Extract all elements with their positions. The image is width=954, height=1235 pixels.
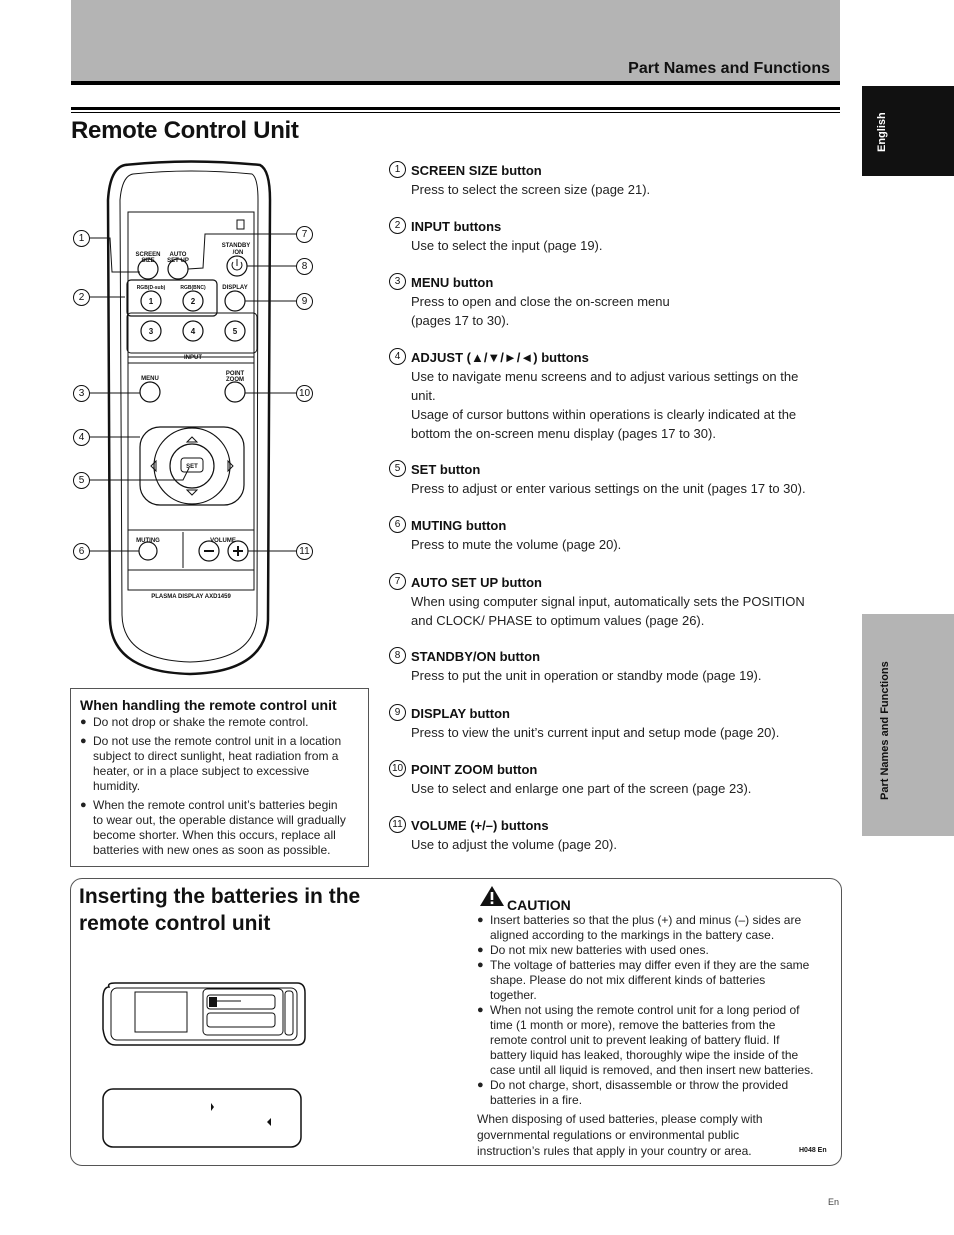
item-desc: Press to select the screen size (page 21). [411, 182, 651, 197]
battery-insertion-illustration [99, 979, 339, 1159]
caution-bullet [477, 1003, 837, 1078]
bullet-line: become shorter. When this occurs, replace all [93, 828, 336, 842]
batteries-title-line: remote control unit [79, 912, 271, 935]
tab-part-names [862, 614, 954, 836]
item-desc: Use to navigate menu screens and to adjust various settings on the [411, 369, 799, 384]
bullet-dot: ● [477, 944, 484, 956]
bullet-line: shape. Please do not mix different kinds of batteries [490, 973, 766, 987]
item-desc: Press to mute the volume (page 20). [411, 537, 622, 552]
bullet-line: When the remote control unit’s batteries begin [93, 798, 338, 812]
item-number: 9 [389, 704, 406, 721]
bullet-dot: ● [80, 799, 87, 811]
btn-label-2: 2 [190, 297, 196, 306]
page-footer-label: En [828, 1197, 840, 1207]
item-desc: Use to select and enlarge one part of the screen (page 23). [411, 781, 752, 796]
callout-11: 11 [296, 543, 313, 560]
btn-label-1: 1 [148, 297, 154, 306]
bullet-line: Do not drop or shake the remote control. [93, 715, 309, 729]
title-rule-thin [71, 112, 840, 113]
bullet-line: batteries in a fire. [490, 1093, 583, 1107]
label-set: SET [186, 464, 198, 470]
item-number: 10 [389, 760, 406, 777]
btn-label-3: 3 [148, 327, 154, 336]
item-desc: bottom the on-screen menu display (pages 17 to 30). [411, 426, 716, 441]
bullet-dot: ● [477, 1004, 484, 1016]
bullet-line: subject to direct sunlight, heat radiation from a [93, 749, 339, 763]
item-name: MENU button [411, 275, 494, 290]
item-name: POINT ZOOM button [411, 762, 538, 777]
callout-10: 10 [296, 385, 313, 402]
label-menu: MENU [141, 376, 159, 382]
label-volume: VOLUME [210, 538, 236, 544]
disposal-line: governmental regulations or environmental public [477, 1128, 740, 1142]
bullet-line: The voltage of batteries may differ even if they are the same [490, 958, 810, 972]
bullet-dot: ● [477, 914, 484, 926]
item-name: SCREEN SIZE button [411, 163, 542, 178]
label-auto-2: SET UP [167, 258, 189, 264]
label-standby-2: /ON [232, 250, 244, 256]
callout-4: 4 [73, 429, 90, 446]
bullet-line: Do not mix new batteries with used ones. [490, 943, 709, 957]
header-rule [71, 81, 840, 85]
item-name: AUTO SET UP button [411, 575, 542, 590]
label-rgb-dsub: RGB(D-sub) [136, 285, 166, 291]
bullet-line: remote control unit to prevent leaking of battery fluid. If [490, 1033, 780, 1047]
label-standby-1: STANDBY [221, 243, 251, 249]
item-number: 1 [389, 161, 406, 178]
label-screen-size-2: SIZE [141, 258, 155, 264]
batteries-box [70, 878, 842, 1166]
item-desc: Usage of cursor buttons within operations is clearly indicated at the [411, 407, 797, 422]
item-name: MUTING button [411, 518, 507, 533]
bullet-line: heater, or in a place subject to excessive [93, 764, 310, 778]
item-number: 3 [389, 273, 406, 290]
item-desc: Use to adjust the volume (page 20). [411, 837, 617, 852]
bullet-dot: ● [477, 1079, 484, 1091]
item-point-zoom [389, 760, 841, 798]
item-desc: Press to view the unit’s current input and setup mode (page 20). [411, 725, 780, 740]
label-model: PLASMA DISPLAY AXD1459 [151, 594, 231, 600]
item-name: SET button [411, 462, 481, 477]
batteries-title [79, 883, 360, 937]
item-desc: and CLOCK/ PHASE to optimum values (page 26). [411, 613, 705, 628]
label-display: DISPLAY [222, 285, 248, 291]
label-auto-1: AUTO [169, 252, 187, 258]
callout-3: 3 [73, 385, 90, 402]
item-muting [389, 516, 841, 554]
callout-7: 7 [296, 226, 313, 243]
bullet-line: Do not charge, short, disassemble or throw the provided [490, 1078, 789, 1092]
item-standby-on [389, 647, 841, 685]
label-input: INPUT [184, 355, 202, 361]
item-number: 6 [389, 516, 406, 533]
callout-8: 8 [296, 258, 313, 275]
bullet-line: time (1 month or more), remove the batteries from the [490, 1018, 776, 1032]
bullet-line: battery liquid has leaked, thoroughly wipe the inside of the [490, 1048, 799, 1062]
bullet-line: together. [490, 988, 537, 1002]
item-adjust [389, 348, 841, 443]
title-rule [71, 107, 840, 110]
remote-control-illustration [66, 160, 326, 680]
document-code: H048 En [799, 1147, 827, 1154]
label-muting: MUTING [136, 538, 160, 544]
label-point-zoom-2: ZOOM [226, 377, 244, 383]
item-menu [389, 273, 841, 330]
btn-label-4: 4 [190, 327, 196, 336]
bullet-line: to wear out, the operable distance will gradually [93, 813, 346, 827]
warning-icon [479, 885, 505, 907]
item-volume [389, 816, 841, 854]
item-screen-size [389, 161, 841, 199]
bullet-line: aligned according to the markings in the battery case. [490, 928, 775, 942]
item-number: 2 [389, 217, 406, 234]
item-number: 11 [389, 816, 406, 833]
caution-bullet [477, 913, 837, 943]
item-display [389, 704, 841, 742]
callout-1: 1 [73, 230, 90, 247]
callout-9: 9 [296, 293, 313, 310]
caution-bullet [477, 943, 837, 958]
item-name: ADJUST (▲/▼/►/◄) buttons [411, 350, 589, 365]
item-name: DISPLAY button [411, 706, 510, 721]
item-desc: When using computer signal input, automatically sets the POSITION [411, 594, 805, 609]
bullet-line: Insert batteries so that the plus (+) and minus (–) sides are [490, 913, 802, 927]
caution-title: CAUTION [507, 897, 571, 913]
disposal-line: When disposing of used batteries, please comply with [477, 1112, 763, 1126]
item-desc: Use to select the input (page 19). [411, 238, 603, 253]
label-screen-size-1: SCREEN [135, 252, 161, 258]
item-number: 5 [389, 460, 406, 477]
item-number: 4 [389, 348, 406, 365]
item-name: STANDBY/ON button [411, 649, 541, 664]
page-title: Remote Control Unit [71, 117, 299, 144]
bullet-dot: ● [80, 716, 87, 728]
callout-2: 2 [73, 289, 90, 306]
label-point-zoom-1: POINT [225, 371, 245, 377]
item-set [389, 460, 841, 498]
tab-english-label: English [876, 112, 888, 152]
handling-title: When handling the remote control unit [80, 697, 337, 713]
bullet-line: humidity. [93, 779, 141, 793]
disposal-note [477, 1111, 833, 1159]
handling-bullet [80, 715, 362, 730]
item-name: VOLUME (+/–) buttons [411, 818, 549, 833]
batteries-title-line: Inserting the batteries in the [79, 885, 361, 908]
item-desc: Press to adjust or enter various settings on the unit (pages 17 to 30). [411, 481, 806, 496]
item-desc: (pages 17 to 30). [411, 313, 510, 328]
item-name: INPUT buttons [411, 219, 502, 234]
item-desc: Press to put the unit in operation or standby mode (page 19). [411, 668, 762, 683]
bullet-line: Do not use the remote control unit in a location [93, 734, 342, 748]
caution-bullet [477, 1078, 837, 1108]
item-desc: Press to open and close the on-screen menu [411, 294, 670, 309]
item-desc: unit. [411, 388, 436, 403]
tab-part-names-label: Part Names and Functions [879, 661, 891, 800]
handling-bullet [80, 798, 362, 858]
bullet-line: case until all liquid is removed, and then insert new batteries. [490, 1063, 814, 1077]
handling-bullet [80, 734, 362, 794]
caution-bullet [477, 958, 837, 1003]
section-title: Part Names and Functions [628, 60, 830, 77]
item-input [389, 217, 841, 255]
item-auto-set-up [389, 573, 841, 630]
item-number: 7 [389, 573, 406, 590]
handling-notes-box [70, 688, 369, 867]
bullet-dot: ● [80, 735, 87, 747]
item-number: 8 [389, 647, 406, 664]
callout-6: 6 [73, 543, 90, 560]
bullet-dot: ● [477, 959, 484, 971]
bullet-line: batteries with new ones as soon as possible. [93, 843, 331, 857]
disposal-line: instruction’s rules that apply in your country or area. [477, 1144, 752, 1158]
bullet-line: When not using the remote control unit for a long period of [490, 1003, 800, 1017]
callout-5: 5 [73, 472, 90, 489]
label-rgb-bnc: RGB(BNC) [180, 285, 206, 291]
btn-label-5: 5 [232, 327, 238, 336]
tab-english [862, 86, 954, 176]
